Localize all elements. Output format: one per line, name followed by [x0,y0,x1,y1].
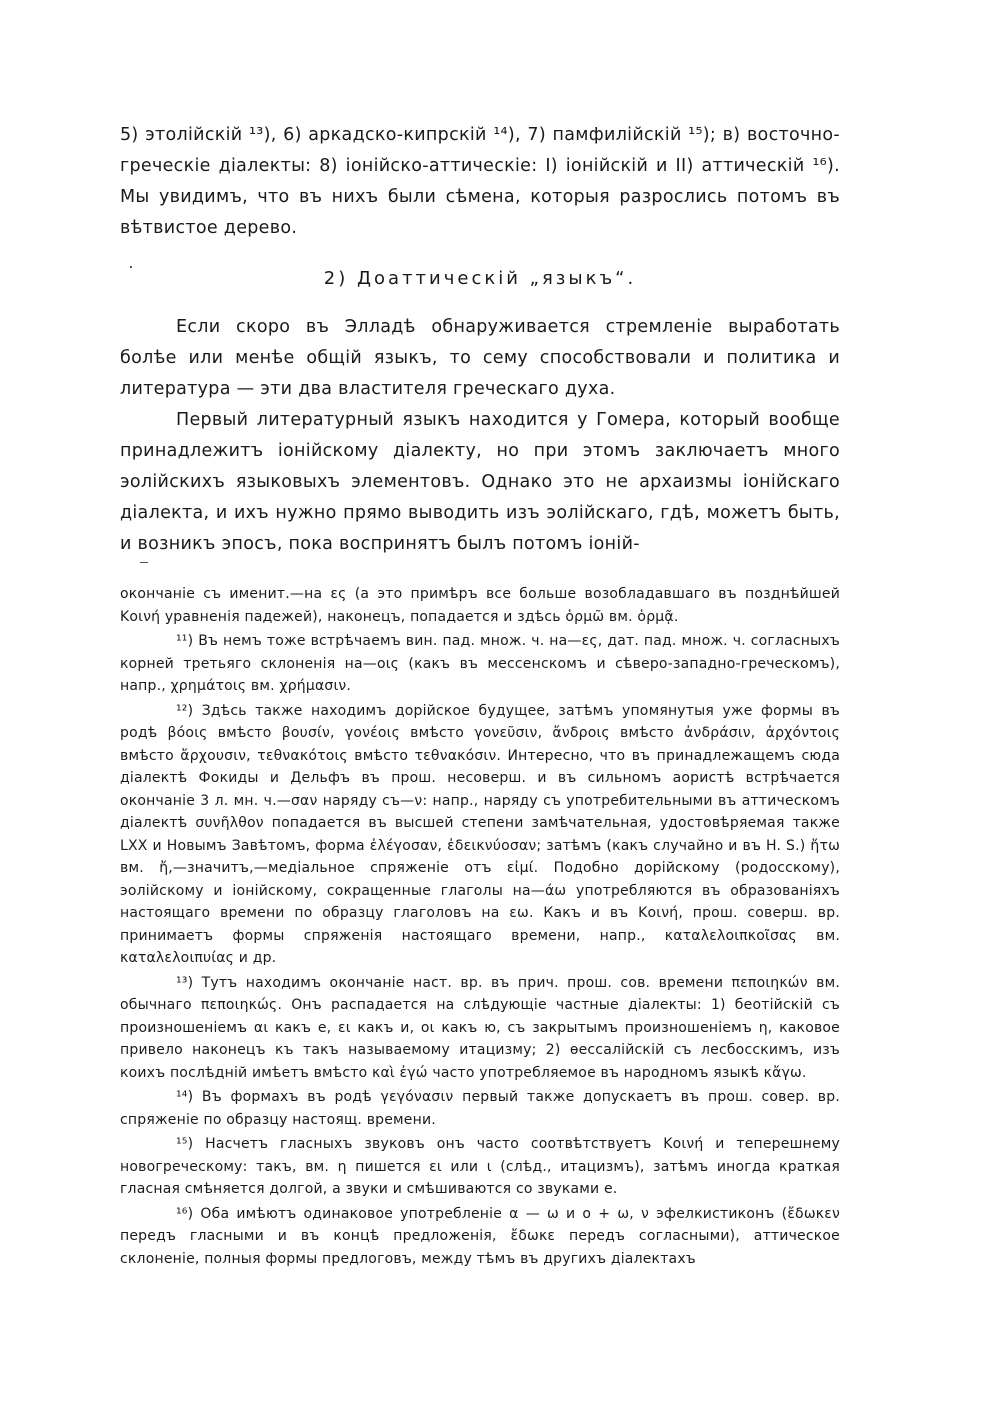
main-text-body [120,312,840,560]
footnote-12: ¹²) Здѣсь также находимъ дорійское будущее, затѣмъ упомянутыя уже формы въ родѣ βόοις вмѣсто βουσίν, γονέοις вмѣсто γονεῦσιν, ἄνδροις вмѣсто ἀνδράσιν, ἀρχόντοις вмѣсто ἄρχουσιν, τεθνακότοις вмѣсто τεθνακόσιν. Интересно, что въ принадлежащемъ сюда діалектѣ Фокиды и Дельфъ въ прош. несоверш. и въ сильномъ аористѣ встрѣчается окончаніе 3 л. мн. ч.—σαν наряду съ—ν: напр., наряду съ употребительными въ аттическомъ діалектѣ συνῆλθον попадается въ высшей степени замѣчательная, удостовѣряемая также LXX и Новымъ Завѣтомъ, форма ἐλέγοσαν, ἐδεικνύοσαν; затѣмъ (какъ случайно и въ H. S.) ἤτω вм. ἤ,—значитъ,—медіальное спряженіе отъ εἰμί. Подобно дорійскому (родосскому), эолійскому и іонійскому, сокращенные глаголы на—άω употребляются въ образованіяхъ настоящаго времени по образцу глаголовъ на εω. Какъ и въ Κοινή, прош. соверш. вр. принимаетъ формы спряженія настоящаго времени, напр., καταλελοιπκοῖσας вм. καταλελοιπυίας и др. [120,702,840,966]
footnote-16: ¹⁶) Оба имѣютъ одинаковое употребленіе α — ω и ο + ω, ν эфелкистиконъ (ἔδωκεν передъ гласными и въ концѣ предложенія, ἔδωκε передъ согласными), аттическое склоненіе, полныя формы предлоговъ, между тѣмъ въ другихъ діалектахъ [120,1205,840,1267]
footnote-13: ¹³) Тутъ находимъ окончаніе наст. вр. въ прич. прош. сов. времени πεποιηκών вм. обычнаго πεποιηκώς. Онъ распадается на слѣдующіе частные діалекты: 1) беотійскій съ произношеніемъ αι какъ e, ει какъ и, οι какъ ю, съ закрытымъ произношеніемъ η, каковое привело наконецъ къ такъ называемому итацизму; 2) ѳессалійскій съ лесбосскимъ, изъ коихъ послѣдній имѣетъ вмѣсто καὶ ἐγώ часто употребляемое въ народномъ языкѣ κἄγω. [120,974,840,1081]
body-paragraph: Первый литературный языкъ находится у Гомера, который вообще принадлежитъ іонійскому діалекту, но при этомъ заключаетъ много эолійскихъ языковыхъ элементовъ. Однако это не архаизмы іонійскаго діалекта, и ихъ нужно прямо выводить изъ эолійскаго, гдѣ, можетъ быть, и возникъ эпосъ, пока воспринятъ былъ потомъ іоній- [120,410,840,554]
footnote-14: ¹⁴) Въ формахъ въ родѣ γεγόνασιν первый также допускаетъ въ прош. совер. вр. спряженіе по образцу настоящ. времени. [120,1089,840,1128]
footnote-15: ¹⁵) Насчетъ гласныхъ звуковъ онъ часто соотвѣтствуетъ Κοινή и теперешнему новогреческому: такъ, вм. η пишется ει или ι (слѣд., итацизмъ), затѣмъ иногда краткая гласная смѣняется долгой, а звуки и смѣшиваются со звуками e. [120,1136,840,1197]
scan-speck [140,562,148,563]
body-paragraph: Если скоро въ Элладѣ обнаруживается стремленіе выработать болѣе или менѣе общій языкъ, то сему способствовали и политика и литература — эти два властителя греческаго духа. [120,317,840,399]
footnote-11: ¹¹) Въ немъ тоже встрѣчаемъ вин. пад. множ. ч. на—ες, дат. пад. множ. ч. согласныхъ корней третьяго склоненія на—οις (какъ въ мессенскомъ и сѣверо-западно-греческомъ), напр., χρημάτοις вм. χρήμασιν. [120,633,840,694]
main-text-top [120,120,840,244]
footnote-continuation: окончаніе съ именит.—на ες (а это примѣръ все больше возобладавшаго въ позднѣйшей Κοινή уравненія падежей), наконецъ, попадается и здѣсь ὁρμῶ вм. ὁρμᾷ. [120,586,840,625]
footnotes-block [120,583,840,1270]
top-paragraph: 5) этолійскій ¹³), 6) аркадско-кипрскій ¹⁴), 7) памфилійскій ¹⁵); в) восточно-греческіе діалекты: 8) іонійско-аттическіе: I) іонійскій и II) аттическій ¹⁶). Мы увидимъ, что въ нихъ были сѣмена, которыя разрослись потомъ въ вѣтвистое дерево. [120,125,840,238]
section-heading: 2) Доаттическій „языкъ“. [323,268,637,289]
